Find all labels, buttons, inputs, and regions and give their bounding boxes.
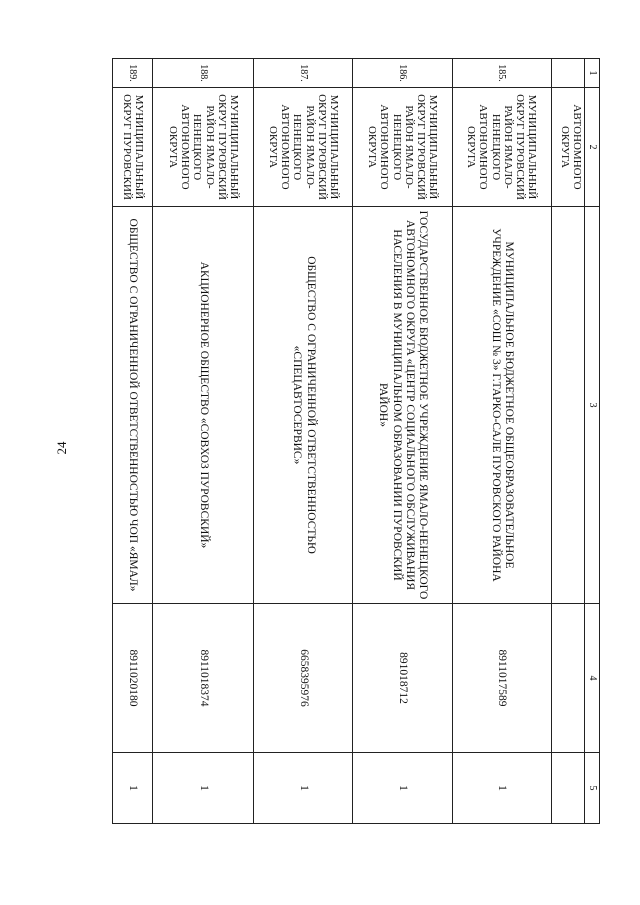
row-inn: 6658395976 — [254, 604, 353, 753]
row-count: 1 — [113, 753, 153, 824]
row-inn: 8911017589 — [452, 604, 551, 753]
row-organization: ГОСУДАРСТВЕННОЕ БЮДЖЕТНОЕ УЧРЕЖДЕНИЕ ЯМАЛО-НЕНЕЦКОГО АВТОНОМНОГО ОКРУГА «ЦЕНТР СОЦИАЛЬНОГО ОБСЛУЖИВАНИЯ НАСЕЛЕНИЯ В МУНИЦИПАЛЬНОМ ОБРАЗОВАНИИ ПУРОВСКИЙ РАЙОН» — [353, 207, 452, 604]
row-organization: ОБЩЕСТВО С ОГРАНИЧЕННОЙ ОТВЕТСТВЕННОСТЬЮ «СПЕЦАВТОСЕРВИС» — [254, 207, 353, 604]
header-col-3: 3 — [584, 207, 599, 604]
table-row — [153, 59, 254, 824]
table-row — [353, 59, 452, 824]
continuation-num — [551, 59, 584, 88]
header-col-4: 4 — [584, 604, 599, 753]
continuation-inn — [551, 604, 584, 753]
row-region: МУНИЦИПАЛЬНЫЙ ОКРУГ ПУРОВСКИЙ РАЙОН ЯМАЛО-НЕНЕЦКОГО АВТОНОМНОГО ОКРУГА — [353, 88, 452, 207]
row-number: 185. — [452, 59, 551, 88]
row-region: МУНИЦИПАЛЬНЫЙ ОКРУГ ПУРОВСКИЙ РАЙОН ЯМАЛО-НЕНЕЦКОГО АВТОНОМНОГО ОКРУГА — [153, 88, 254, 207]
continuation-row — [551, 59, 584, 824]
row-count: 1 — [254, 753, 353, 824]
registry-table — [112, 58, 600, 824]
row-organization: МУНИЦИПАЛЬНОЕ БЮДЖЕТНОЕ ОБЩЕОБРАЗОВАТЕЛЬНОЕ УЧРЕЖДЕНИЕ «СОШ № 3» Г.ТАРКО-САЛЕ ПУРОВСКОГО РАЙОНА — [452, 207, 551, 604]
row-number: 189. — [113, 59, 153, 88]
table-row — [452, 59, 551, 824]
continuation-count — [551, 753, 584, 824]
table-row — [113, 59, 153, 824]
row-inn: 891018712 — [353, 604, 452, 753]
table-row — [254, 59, 353, 824]
header-row — [584, 59, 599, 824]
row-count: 1 — [153, 753, 254, 824]
row-region: МУНИЦИПАЛЬНЫЙ ОКРУГ ПУРОВСКИЙ РАЙОН ЯМАЛО-НЕНЕЦКОГО АВТОНОМНОГО ОКРУГА — [452, 88, 551, 207]
table-container — [112, 58, 600, 818]
header-col-5: 5 — [584, 753, 599, 824]
row-inn: 8911018374 — [153, 604, 254, 753]
row-number: 186. — [353, 59, 452, 88]
page-number: 24 — [54, 441, 69, 455]
continuation-region: АВТОНОМНОГО ОКРУГА — [551, 88, 584, 207]
row-number: 188. — [153, 59, 254, 88]
row-count: 1 — [353, 753, 452, 824]
row-inn: 8911020180 — [113, 604, 153, 753]
row-organization: ОБЩЕСТВО С ОГРАНИЧЕННОЙ ОТВЕТСТВЕННОСТЬЮ ЧОП «ЯМАЛ» — [113, 207, 153, 604]
continuation-name — [551, 207, 584, 604]
row-organization: АКЦИОНЕРНОЕ ОБЩЕСТВО «СОВХОЗ ПУРОВСКИЙ» — [153, 207, 254, 604]
header-col-1: 1 — [584, 59, 599, 88]
row-number: 187. — [254, 59, 353, 88]
row-count: 1 — [452, 753, 551, 824]
header-col-2: 2 — [584, 88, 599, 207]
row-region: МУНИЦИПАЛЬНЫЙ ОКРУГ ПУРОВСКИЙ — [113, 88, 153, 207]
row-region: МУНИЦИПАЛЬНЫЙ ОКРУГ ПУРОВСКИЙ РАЙОН ЯМАЛО-НЕНЕЦКОГО АВТОНОМНОГО ОКРУГА — [254, 88, 353, 207]
